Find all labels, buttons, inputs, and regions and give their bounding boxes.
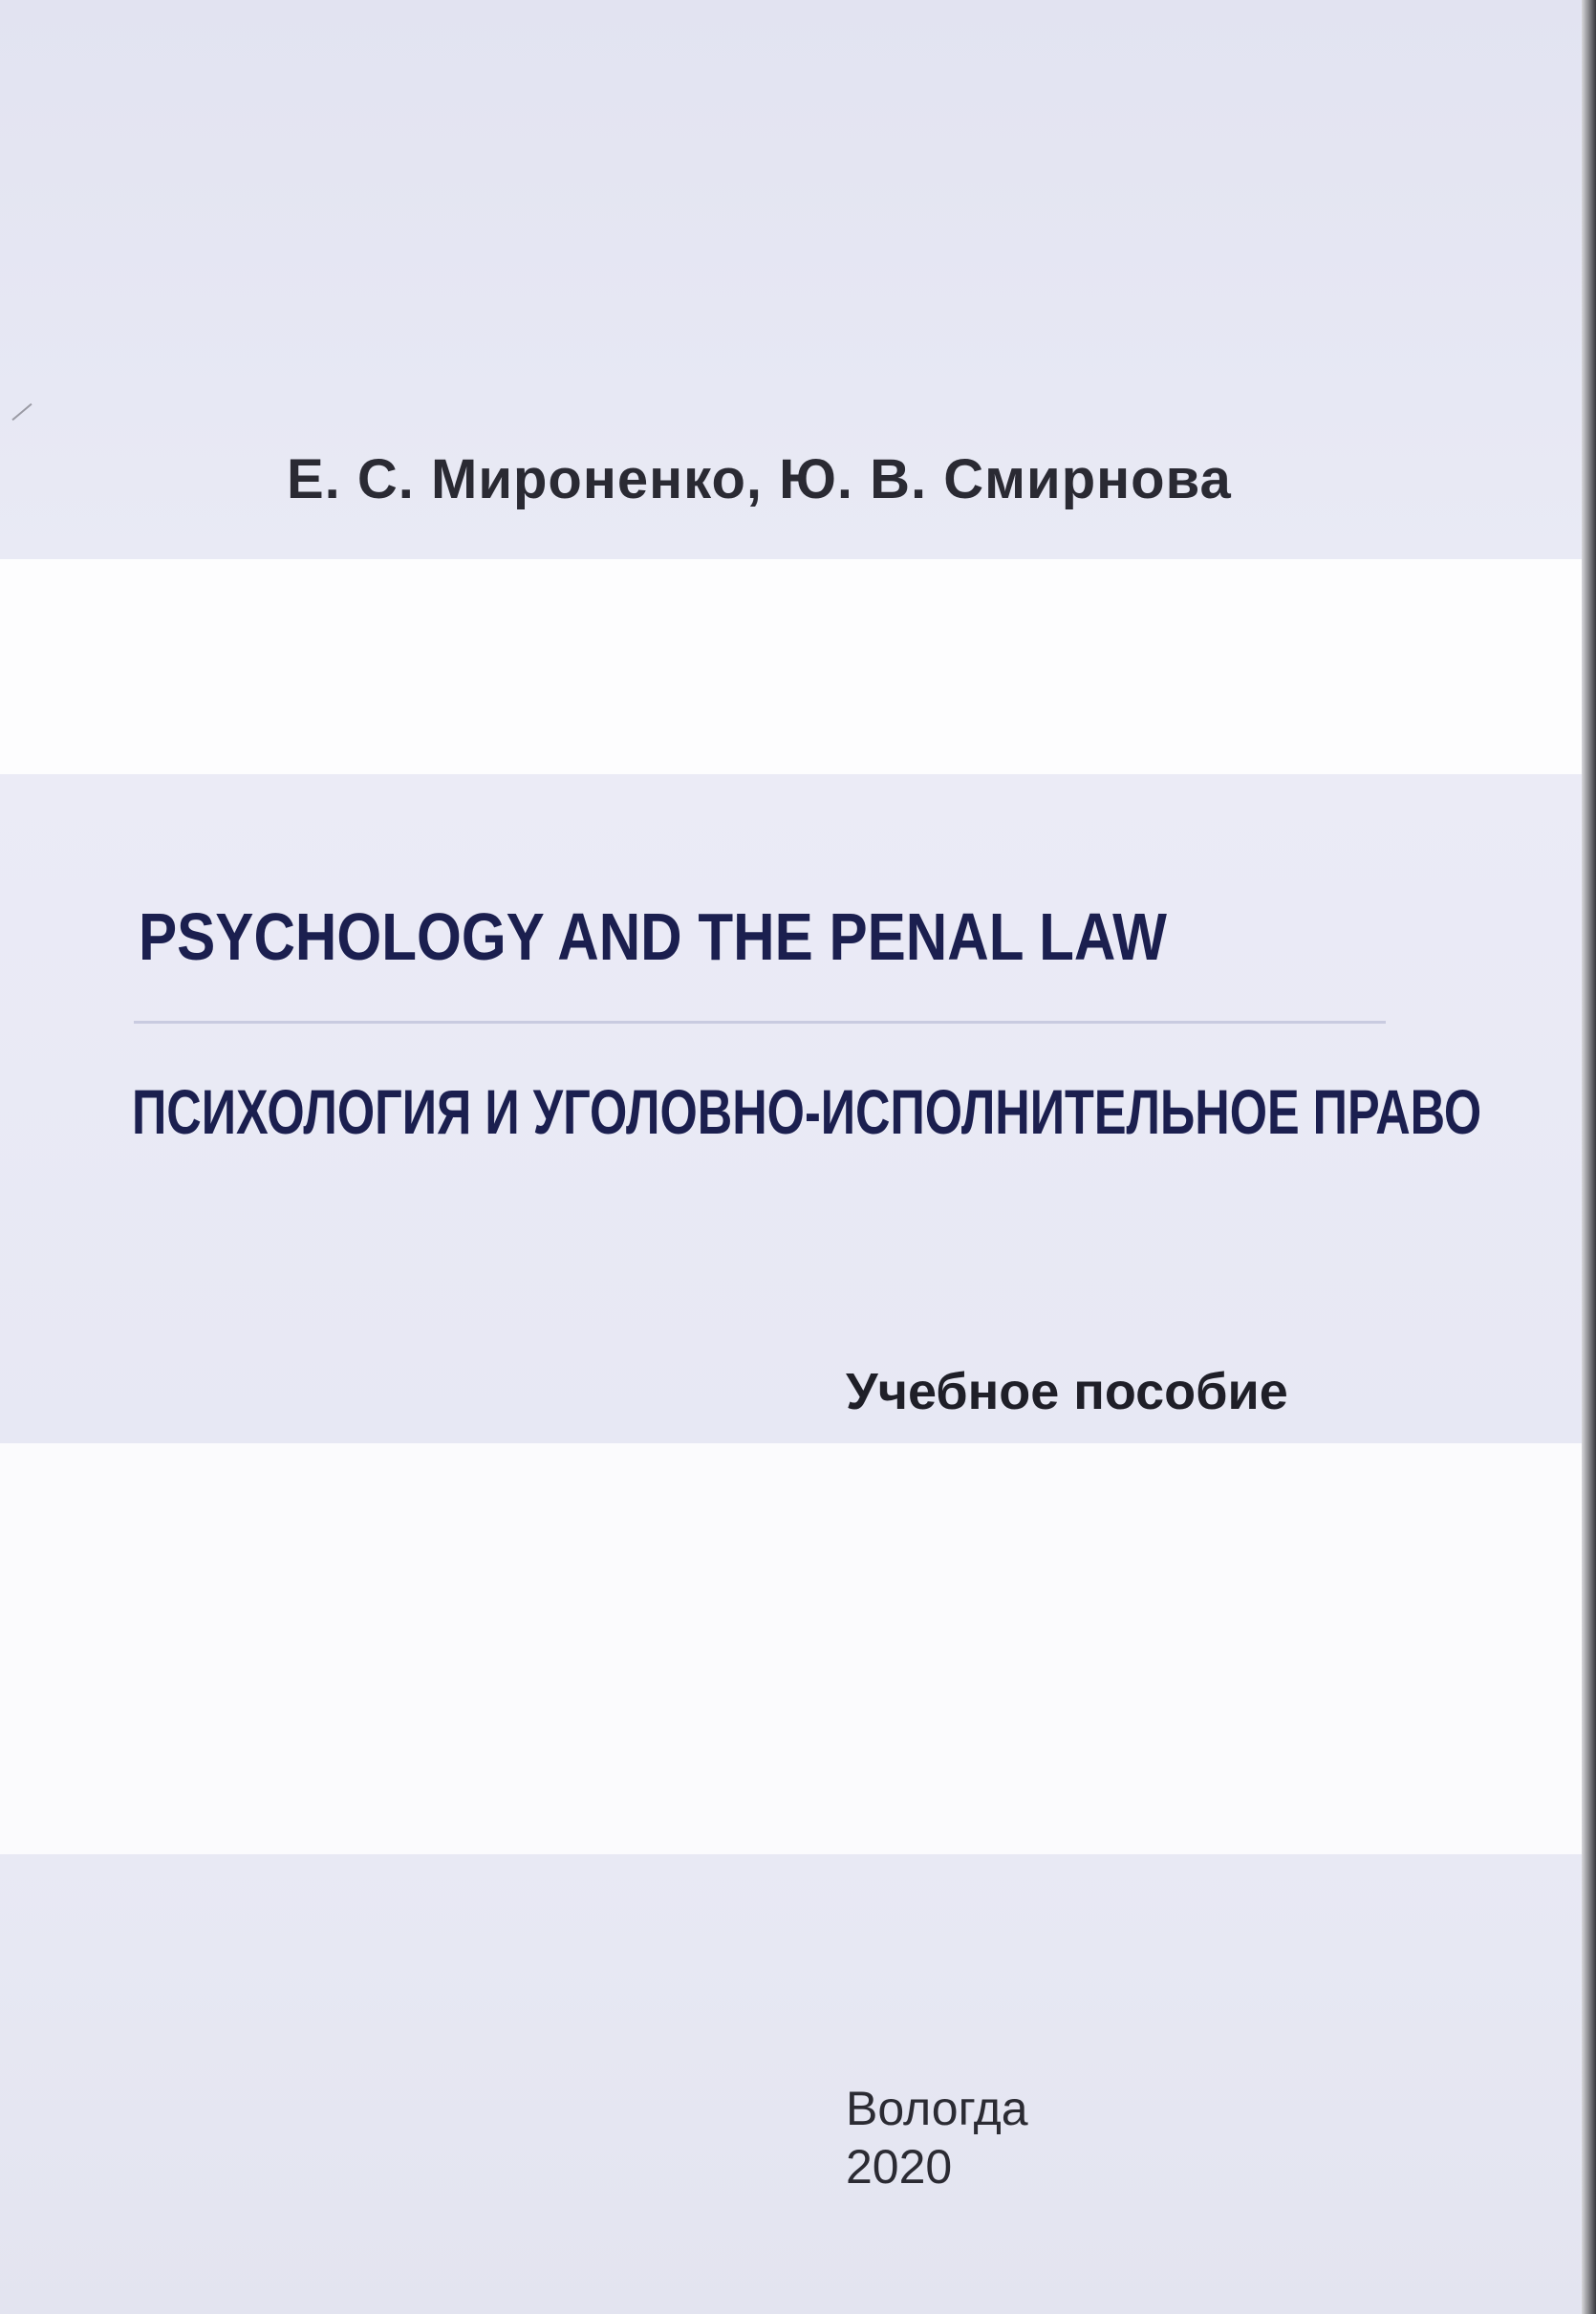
title-english: PSYCHOLOGY AND THE PENAL LAW xyxy=(139,899,1167,974)
authors: Е. С. Мироненко, Ю. В. Смирнова xyxy=(287,448,1232,510)
publication-city: Вологда xyxy=(846,2082,1028,2135)
title-russian: ПСИХОЛОГИЯ И УГОЛОВНО-ИСПОЛНИТЕЛЬНОЕ ПРАВО xyxy=(132,1076,1482,1147)
title-divider xyxy=(134,1021,1386,1024)
cover-white-strip xyxy=(0,559,1582,774)
publication-year: 2020 xyxy=(846,2140,953,2194)
page-edge xyxy=(1582,0,1596,2314)
cover-band-bottom xyxy=(0,1854,1582,2314)
subtitle: Учебное пособие xyxy=(846,1363,1288,1420)
